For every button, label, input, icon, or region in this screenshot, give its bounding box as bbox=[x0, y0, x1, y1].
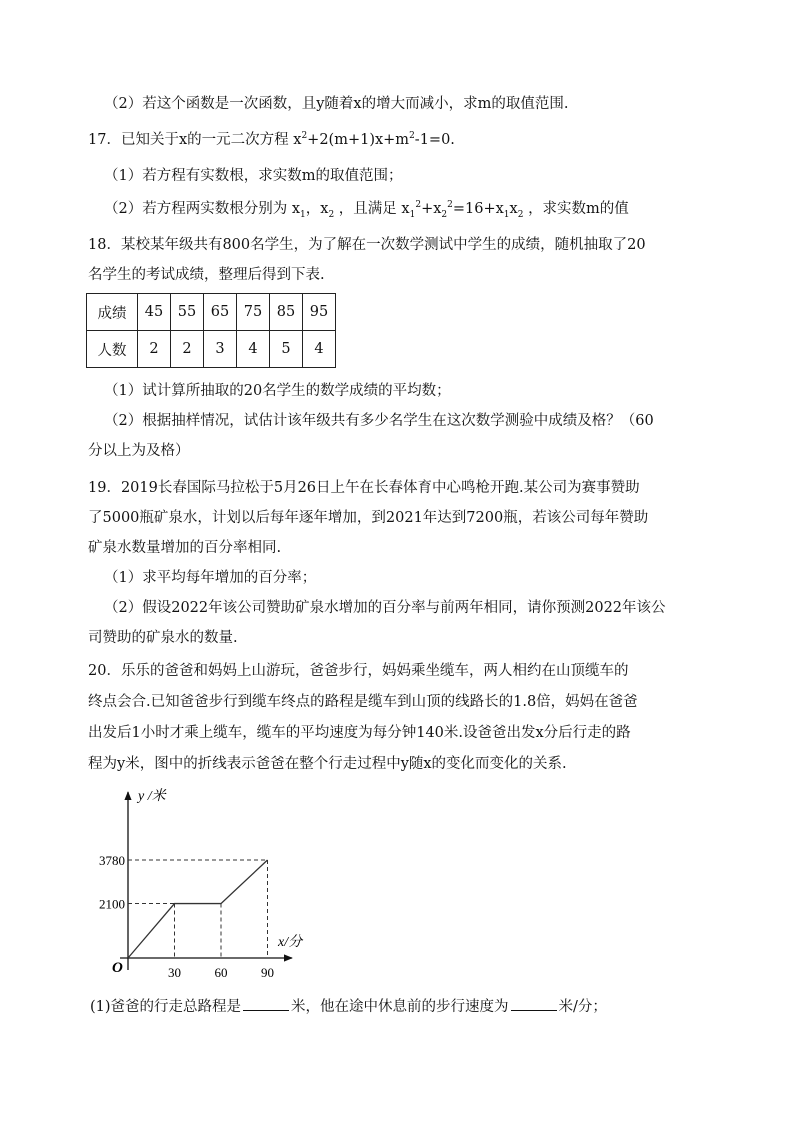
q17-part2-text-c: ，求实数m的值 bbox=[528, 201, 629, 217]
table-cell-score: 75 bbox=[237, 294, 270, 331]
q20-part1-text-a: (1)爸爸的行走总路程是 bbox=[90, 999, 242, 1015]
q18-stem-line1: 18．某校某年级共有800名学生，为了解在一次数学测试中学生的成绩，随机抽取了20 bbox=[88, 237, 646, 253]
q17-part2-text-a: （2）若方程两实数根分别为 bbox=[104, 201, 288, 217]
table-cell-count: 2 bbox=[171, 331, 204, 368]
q19-part2-line1: （2）假设2022年该公司赞助矿泉水增加的百分率与前两年相同，请你预测2022年该公 bbox=[104, 600, 666, 616]
q18-stem-line2: 名学生的考试成绩，整理后得到下表. bbox=[88, 267, 325, 283]
q17-stem: 17．已知关于x的一元二次方程 $x^2+2(m+1)x+m^2-1=0$. bbox=[88, 131, 455, 148]
table-row-counts bbox=[87, 331, 336, 368]
table-cell-count: 5 bbox=[270, 331, 303, 368]
table-row-scores bbox=[87, 294, 336, 331]
table-cell-score: 95 bbox=[303, 294, 336, 331]
q19-part2-line2: 司赞助的矿泉水的数量. bbox=[88, 630, 238, 646]
q17-part2 bbox=[104, 199, 629, 219]
x-axis-label: x/分 bbox=[278, 935, 303, 950]
table-cell-score: 45 bbox=[138, 294, 171, 331]
y-tick-label: 3780 bbox=[99, 853, 125, 868]
q18-part2-line1: （2）根据抽样情况，试估计该年级共有多少名学生在这次数学测验中成绩及格？（60 bbox=[104, 413, 654, 429]
table-cell-count: 3 bbox=[204, 331, 237, 368]
table-cell-score: 65 bbox=[204, 294, 237, 331]
q17-condition: $x_1^2+x_2^2=16+x_1x_2$ bbox=[401, 200, 524, 220]
table-cell-score: 85 bbox=[270, 294, 303, 331]
q17-roots: $x_1$，$x_2$ bbox=[291, 201, 335, 220]
table-cell-count: 4 bbox=[303, 331, 336, 368]
q17-equation: $x^2+2(m+1)x+m^2-1=0$ bbox=[293, 131, 451, 148]
table-header-count: 人数 bbox=[87, 331, 138, 368]
q17-part2-text-b: ，且满足 bbox=[338, 201, 397, 217]
q19-line3: 矿泉水数量增加的百分率相同. bbox=[88, 540, 282, 556]
score-table bbox=[86, 293, 336, 368]
x-tick-label: 60 bbox=[214, 965, 228, 980]
table-header-score: 成绩 bbox=[87, 294, 138, 331]
answer-blank-speed[interactable] bbox=[511, 996, 557, 1011]
q20-line3: 出发后1小时才乘上缆车，缆车的平均速度为每分钟140米.设爸爸出发x分后行走的路 bbox=[88, 725, 631, 741]
x-tick-label: 90 bbox=[261, 965, 274, 980]
q17-stem-text: 17．已知关于x的一元二次方程 bbox=[88, 132, 289, 148]
q19-line1: 19．2019长春国际马拉松于5月26日上午在长春体育中心鸣枪开跑.某公司为赛事赞助 bbox=[88, 480, 640, 496]
distance-time-graph bbox=[80, 780, 320, 980]
q20-part1-text-c: 米/分； bbox=[558, 999, 607, 1015]
q20-line1: 20．乐乐的爸爸和妈妈上山游玩，爸爸步行，妈妈乘坐缆车，两人相约在山顶缆车的 bbox=[88, 663, 629, 679]
q19-line2: 了5000瓶矿泉水，计划以后每年逐年增加，到2021年达到7200瓶，若该公司每年赞助 bbox=[88, 510, 649, 526]
q20-line4: 程为y米，图中的折线表示爸爸在整个行走过程中y随x的变化而变化的关系. bbox=[88, 756, 567, 772]
q18-part1: （1）试计算所抽取的20名学生的数学成绩的平均数； bbox=[104, 383, 451, 399]
y-tick-label: 2100 bbox=[99, 896, 125, 912]
q16-part2: （2）若这个函数是一次函数，且y随着x的增大而减小，求m的取值范围. bbox=[104, 96, 569, 112]
series-line bbox=[128, 860, 268, 958]
origin-label: O bbox=[112, 960, 123, 976]
x-tick-label: 30 bbox=[168, 965, 181, 980]
q18-part2-line2: 分以上为及格） bbox=[88, 443, 190, 459]
table-cell-score: 55 bbox=[171, 294, 204, 331]
table-cell-count: 2 bbox=[138, 331, 171, 368]
table-cell-count: 4 bbox=[237, 331, 270, 368]
y-axis-label: y /米 bbox=[138, 789, 166, 804]
answer-blank-total-distance[interactable] bbox=[243, 996, 289, 1011]
q17-part1: （1）若方程有实数根，求实数m的取值范围； bbox=[104, 168, 403, 184]
q20-part1 bbox=[90, 996, 607, 1017]
q19-part1: （1）求平均每年增加的百分率； bbox=[104, 570, 317, 586]
q20-line2: 终点会合.已知爸爸步行到缆车终点的路程是缆车到山顶的线路长的1.8倍，妈妈在爸爸 bbox=[88, 694, 638, 710]
q20-part1-text-b: 米，他在途中休息前的步行速度为 bbox=[291, 999, 509, 1015]
